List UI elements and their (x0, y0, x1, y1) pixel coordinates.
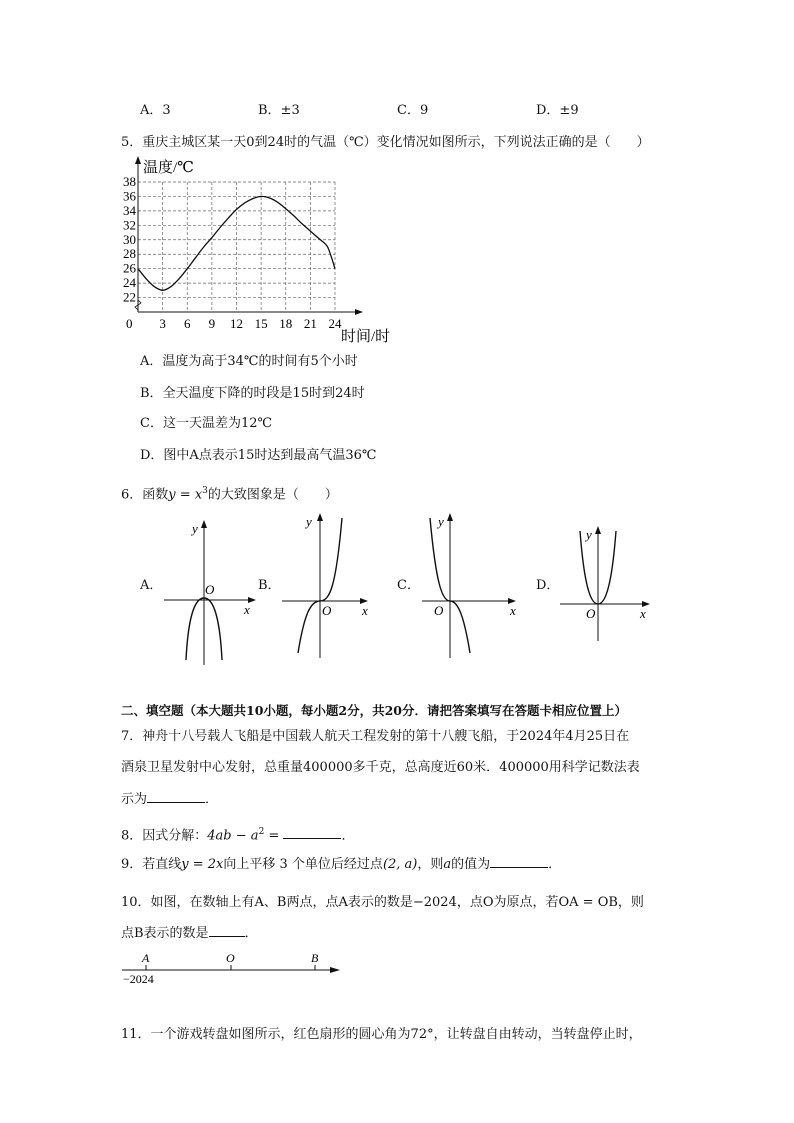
q6-func-eq: = (175, 487, 195, 503)
temperature-chart (115, 152, 415, 347)
q4-option-d: D．±9 (536, 103, 579, 118)
q9-after: ，则 (417, 857, 444, 872)
q5-option-d: D．图中A点表示15时达到最高气温36℃ (140, 448, 377, 463)
q5-option-a: A．温度为高于34℃的时间有5个小时 (140, 354, 358, 369)
q10-label-b: B (311, 951, 319, 965)
q6-c-x-label: x (510, 603, 516, 618)
q6-func-y: y (168, 487, 176, 503)
y-tick-label: 26 (123, 260, 136, 276)
x-tick-label: 21 (303, 316, 317, 331)
q8-expr-c: a (250, 828, 259, 844)
q7-end: ． (205, 792, 219, 807)
q6-stem-prefix: 6．函数 (121, 487, 169, 503)
chart-grid (138, 182, 335, 312)
q5-option-c: C．这一天温差为12℃ (140, 416, 273, 431)
q6-graph-d (556, 523, 661, 648)
chart-y-axis-label: 温度/℃ (143, 160, 194, 176)
q6-graph-b (278, 508, 378, 663)
x-tick-label: 12 (230, 316, 243, 331)
q8-line (121, 824, 354, 844)
q8-prefix: 8．因式分解： (121, 828, 208, 844)
q10-line2-text: 点B表示的数是 (121, 926, 209, 941)
q9-middle: 向上平移 3 个单位后经过点 (223, 857, 383, 872)
q10-line2 (121, 926, 258, 942)
q6-c-y-label: y (438, 514, 444, 529)
q6-func-x: x (194, 487, 203, 503)
q6-d-x-label: x (640, 606, 646, 621)
q9-line (121, 857, 561, 873)
chart-tick-labels (123, 174, 342, 331)
x-tick-label: 24 (328, 316, 342, 331)
q7-line1: 7．神舟十八号载人飞船是中国载人航天工程发射的第十八艘飞船，于2024年4月25日在 (121, 729, 630, 744)
q6-option-d-label: D． (536, 578, 560, 593)
q6-stem (121, 483, 338, 503)
q9-suffix: 的值为 (451, 857, 491, 872)
q6-b-x-label: x (362, 603, 368, 618)
x-tick-label: 9 (208, 316, 216, 331)
q8-expr-exp: 2 (258, 827, 265, 837)
q10-answer-blank (209, 926, 245, 937)
q8-end: ． (341, 828, 355, 844)
q6-a-origin: O (205, 582, 215, 597)
q5-option-b: B．全天温度下降的时段是15时到24时 (140, 386, 365, 401)
q8-expr-a: 4ab (207, 828, 232, 844)
y-tick-label: 22 (123, 289, 136, 305)
q6-option-c-label: C． (397, 578, 420, 593)
q10-tick-value: −2024 (123, 972, 154, 986)
q9-var: a (443, 857, 452, 872)
q6-a-x-label: x (244, 602, 250, 617)
x-tick-label: 18 (279, 316, 293, 331)
q7-line2: 酒泉卫星发射中心发射，总重量400000多千克，总高度近60米．400000用科学记数法表 (121, 760, 640, 775)
q7-line3-text: 示为 (121, 792, 148, 807)
q10-number-line (118, 948, 348, 988)
y-tick-label: 28 (123, 246, 136, 262)
q9-prefix: 9．若直线 (121, 857, 182, 872)
q9-end: ． (548, 857, 562, 872)
x-tick-label: 3 (159, 316, 166, 331)
y-axis-arrow (135, 156, 141, 164)
q11-line1: 11．一个游戏转盘如图所示，红色扇形的圆心角为72°，让转盘自由转动，当转盘停止时， (121, 1027, 642, 1042)
q10-label-o: O (226, 951, 235, 965)
q10-label-a: A (142, 951, 150, 965)
x-tick-label: 15 (254, 316, 268, 331)
x-tick-label: 0 (126, 316, 133, 331)
q6-c-origin: O (434, 603, 444, 618)
q6-d-y-label: y (586, 527, 592, 542)
q6-a-y-label: y (192, 521, 198, 536)
q4-option-c: C．9 (397, 103, 429, 118)
q4-option-b: B．±3 (258, 103, 300, 118)
q8-answer-blank (283, 828, 341, 839)
y-tick-label: 34 (123, 202, 136, 218)
section2-title: 二、填空题（本大题共10小题，每小题2分，共20分．请把答案填写在答题卡相应位置上） (121, 703, 627, 718)
y-tick-label: 36 (123, 188, 136, 204)
y-tick-label: 30 (123, 231, 136, 247)
q7-answer-blank (147, 792, 205, 803)
x-axis-arrow (355, 309, 363, 315)
y-tick-label: 24 (123, 275, 136, 291)
q6-func-exp: 3 (202, 486, 208, 496)
y-tick-label: 38 (123, 174, 136, 189)
q10-line1: 10．如图，在数轴上有A、B两点，点A表示的数是−2024，点O为原点，若OA = OB，则 (121, 895, 644, 910)
q6-option-b-label: B． (258, 578, 281, 593)
q10-end: ． (244, 926, 258, 941)
q6-option-a-label: A． (140, 578, 163, 593)
q8-expr-b: − (231, 828, 251, 844)
q6-stem-suffix: 的大致图象是（ ） (207, 487, 338, 503)
q5-stem: 5．重庆主城区某一天0到24时的气温（℃）变化情况如图所示，下列说法正确的是（ ） (121, 135, 650, 150)
chart-x-axis-label: 时间/时 (341, 329, 391, 345)
q7-line3 (121, 792, 218, 808)
q6-b-origin: O (322, 603, 332, 618)
q6-graph-a (160, 515, 265, 675)
y-tick-label: 32 (123, 217, 136, 233)
x-tick-label: 6 (184, 316, 191, 331)
q6-d-origin: O (586, 606, 596, 621)
chart-axes (135, 156, 363, 315)
q6-graph-c (418, 508, 523, 663)
q4-option-a: A．3 (140, 103, 171, 118)
q8-expr-d: = (264, 828, 284, 844)
q9-eq: y = 2x (181, 857, 224, 872)
q9-answer-blank (490, 857, 548, 868)
q9-point: (2, a) (382, 857, 418, 872)
q6-b-y-label: y (306, 514, 312, 529)
